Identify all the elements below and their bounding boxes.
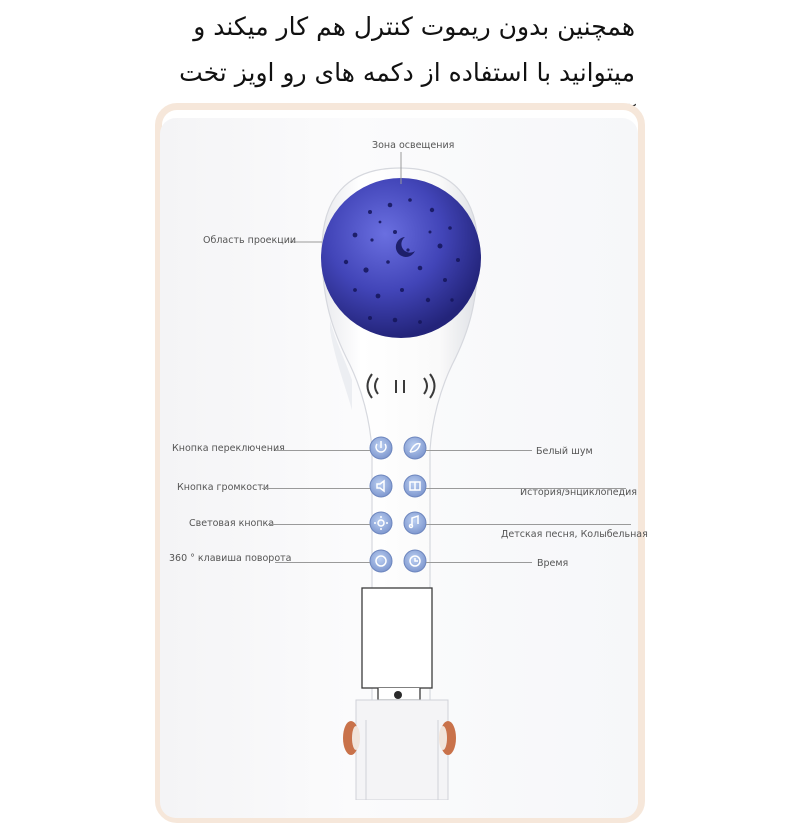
label-switch-button: Кнопка переключения	[172, 443, 285, 454]
label-projection-area: Область проекции	[203, 235, 297, 246]
label-volume-button: Кнопка громкости	[177, 482, 270, 493]
projection-dome	[321, 178, 481, 338]
caption-line-1: همچنین بدون ریموت کنترل هم کار میکند و	[193, 12, 635, 41]
label-time: Время	[537, 558, 569, 569]
mount-clip	[356, 588, 448, 800]
caption-line-2: میتوانید با استفاده از دکمه های رو اویز تخت	[179, 58, 635, 87]
speaker-icon[interactable]	[370, 475, 392, 497]
label-lighting-zone: Зона освещения	[372, 140, 455, 151]
label-rotate-key: 360 ° клавиша поворота	[169, 553, 292, 564]
leader-rotate	[275, 562, 370, 563]
leaf-icon[interactable]	[404, 437, 426, 459]
music-icon[interactable]	[404, 512, 426, 534]
leader-volume	[262, 488, 370, 489]
leader-time	[426, 562, 532, 563]
light-icon[interactable]	[370, 512, 392, 534]
rotate-icon[interactable]	[370, 550, 392, 572]
label-light-button: Световая кнопка	[189, 518, 275, 529]
leader-white-noise	[426, 450, 532, 451]
leader-light	[268, 524, 370, 525]
leader-lullaby	[426, 524, 631, 525]
leader-story	[426, 488, 626, 489]
label-white-noise: Белый шум	[536, 446, 593, 457]
label-story: История/энциклопедия	[520, 487, 637, 498]
label-lullaby: Детская песня, Колыбельная	[501, 529, 648, 540]
leader-switch	[275, 450, 370, 451]
